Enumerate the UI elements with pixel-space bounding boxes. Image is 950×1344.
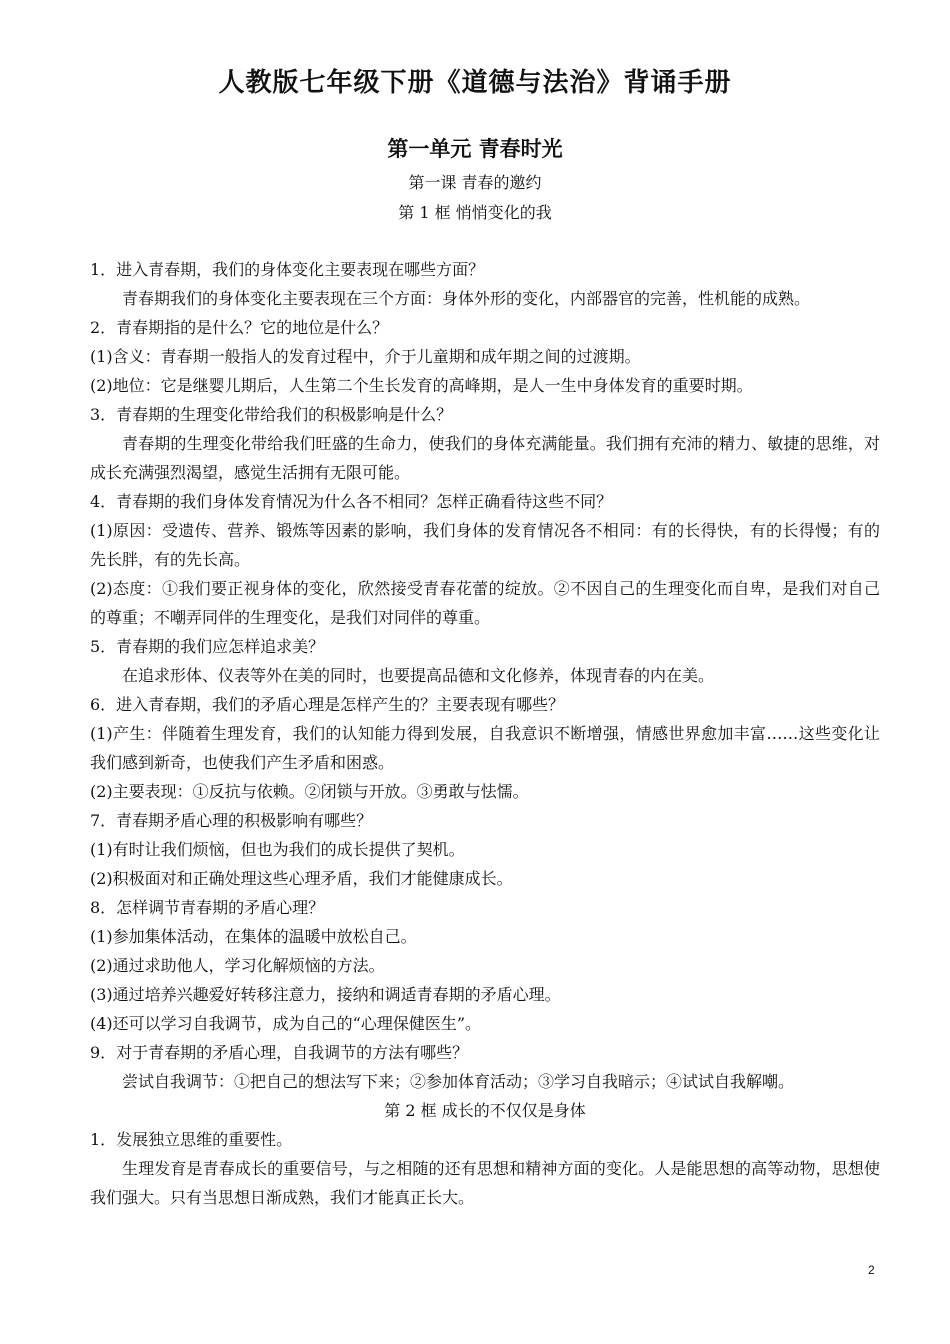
question: 4．青春期的我们身体发育情况为什么各不相同？怎样正确看待这些不同？ [90,492,613,511]
answer-point: (3)通过培养兴趣爱好转移注意力，接纳和调适青春期的矛盾心理。 [90,985,561,1004]
answer-point: (1)原因：受遗传、营养、锻炼等因素的影响，我们身体的发育情况各不相同：有的长得快，有的长得慢；有的先长胖，有的先长高。 [90,521,880,569]
answer: 生理发育是青春成长的重要信号，与之相随的还有思想和精神方面的变化。人是能思想的高等动物，思想使我们强大。只有当思想日渐成熟，我们才能真正长大。 [90,1159,880,1207]
answer-point: (1)含义：青春期一般指人的发育过程中，介于儿童期和成年期之间的过渡期。 [90,347,641,366]
question: 6．进入青春期，我们的矛盾心理是怎样产生的？主要表现有哪些？ [90,695,565,714]
answer-point: (1)有时让我们烦恼，但也为我们的成长提供了契机。 [90,840,465,859]
question: 3．青春期的生理变化带给我们的积极影响是什么？ [90,405,453,424]
question: 9．对于青春期的矛盾心理，自我调节的方法有哪些？ [90,1043,469,1062]
answer: 青春期的生理变化带给我们旺盛的生命力，使我们的身体充满能量。我们拥有充沛的精力、敏捷的思维，对成长充满强烈渴望，感觉生活拥有无限可能。 [90,434,880,482]
answer: 尝试自我调节：①把自己的想法写下来；②参加体育活动；③学习自我暗示；④试试自我解嘲。 [122,1072,795,1091]
question: 1．进入青春期，我们的身体变化主要表现在哪些方面？ [90,260,485,279]
answer-point: (2)地位：它是继婴儿期后，人生第二个生长发育的高峰期，是人一生中身体发育的重要时期。 [90,376,753,395]
answer: 在追求形体、仪表等外在美的同时，也要提高品德和文化修养，体现青春的内在美。 [122,666,715,685]
question: 2．青春期指的是什么？它的地位是什么？ [90,318,389,337]
question: 5．青春期的我们应怎样追求美？ [90,637,325,656]
document-title: 人教版七年级下册《道德与法治》背诵手册 [218,68,732,98]
document-body [90,255,880,1212]
question: 1．发展独立思维的重要性。 [90,1130,293,1149]
question: 8．怎样调节青春期的矛盾心理？ [90,898,325,917]
answer-point: (2)主要表现：①反抗与依赖。②闭锁与开放。③勇敢与怯懦。 [90,782,529,801]
section-heading: 第 2 框 成长的不仅仅是身体 [384,1101,586,1120]
frame-title: 第 1 框 悄悄变化的我 [398,203,552,222]
answer-point: (2)积极面对和正确处理这些心理矛盾，我们才能健康成长。 [90,869,513,888]
answer-point: (4)还可以学习自我调节，成为自己的“心理保健医生”。 [90,1014,482,1033]
question: 7．青春期矛盾心理的积极影响有哪些？ [90,811,373,830]
lesson-title: 第一课 青春的邀约 [408,173,542,192]
answer-point: (2)态度：①我们要正视身体的变化，欣然接受青春花蕾的绽放。②不因自己的生理变化而自卑，是我们对自己的尊重；不嘲弄同伴的生理变化，是我们对同伴的尊重。 [90,579,880,627]
unit-title: 第一单元 青春时光 [387,137,563,161]
answer-point: (2)通过求助他人，学习化解烦恼的方法。 [90,956,385,975]
answer-point: (1)产生：伴随着生理发育，我们的认知能力得到发展，自我意识不断增强，情感世界愈加丰富……这些变化让我们感到新奇，也使我们产生矛盾和困惑。 [90,724,880,772]
answer: 青春期我们的身体变化主要表现在三个方面：身体外形的变化，内部器官的完善，性机能的成熟。 [122,289,811,308]
answer-point: (1)参加集体活动，在集体的温暖中放松自己。 [90,927,417,946]
page-number: 2 [868,1263,875,1277]
